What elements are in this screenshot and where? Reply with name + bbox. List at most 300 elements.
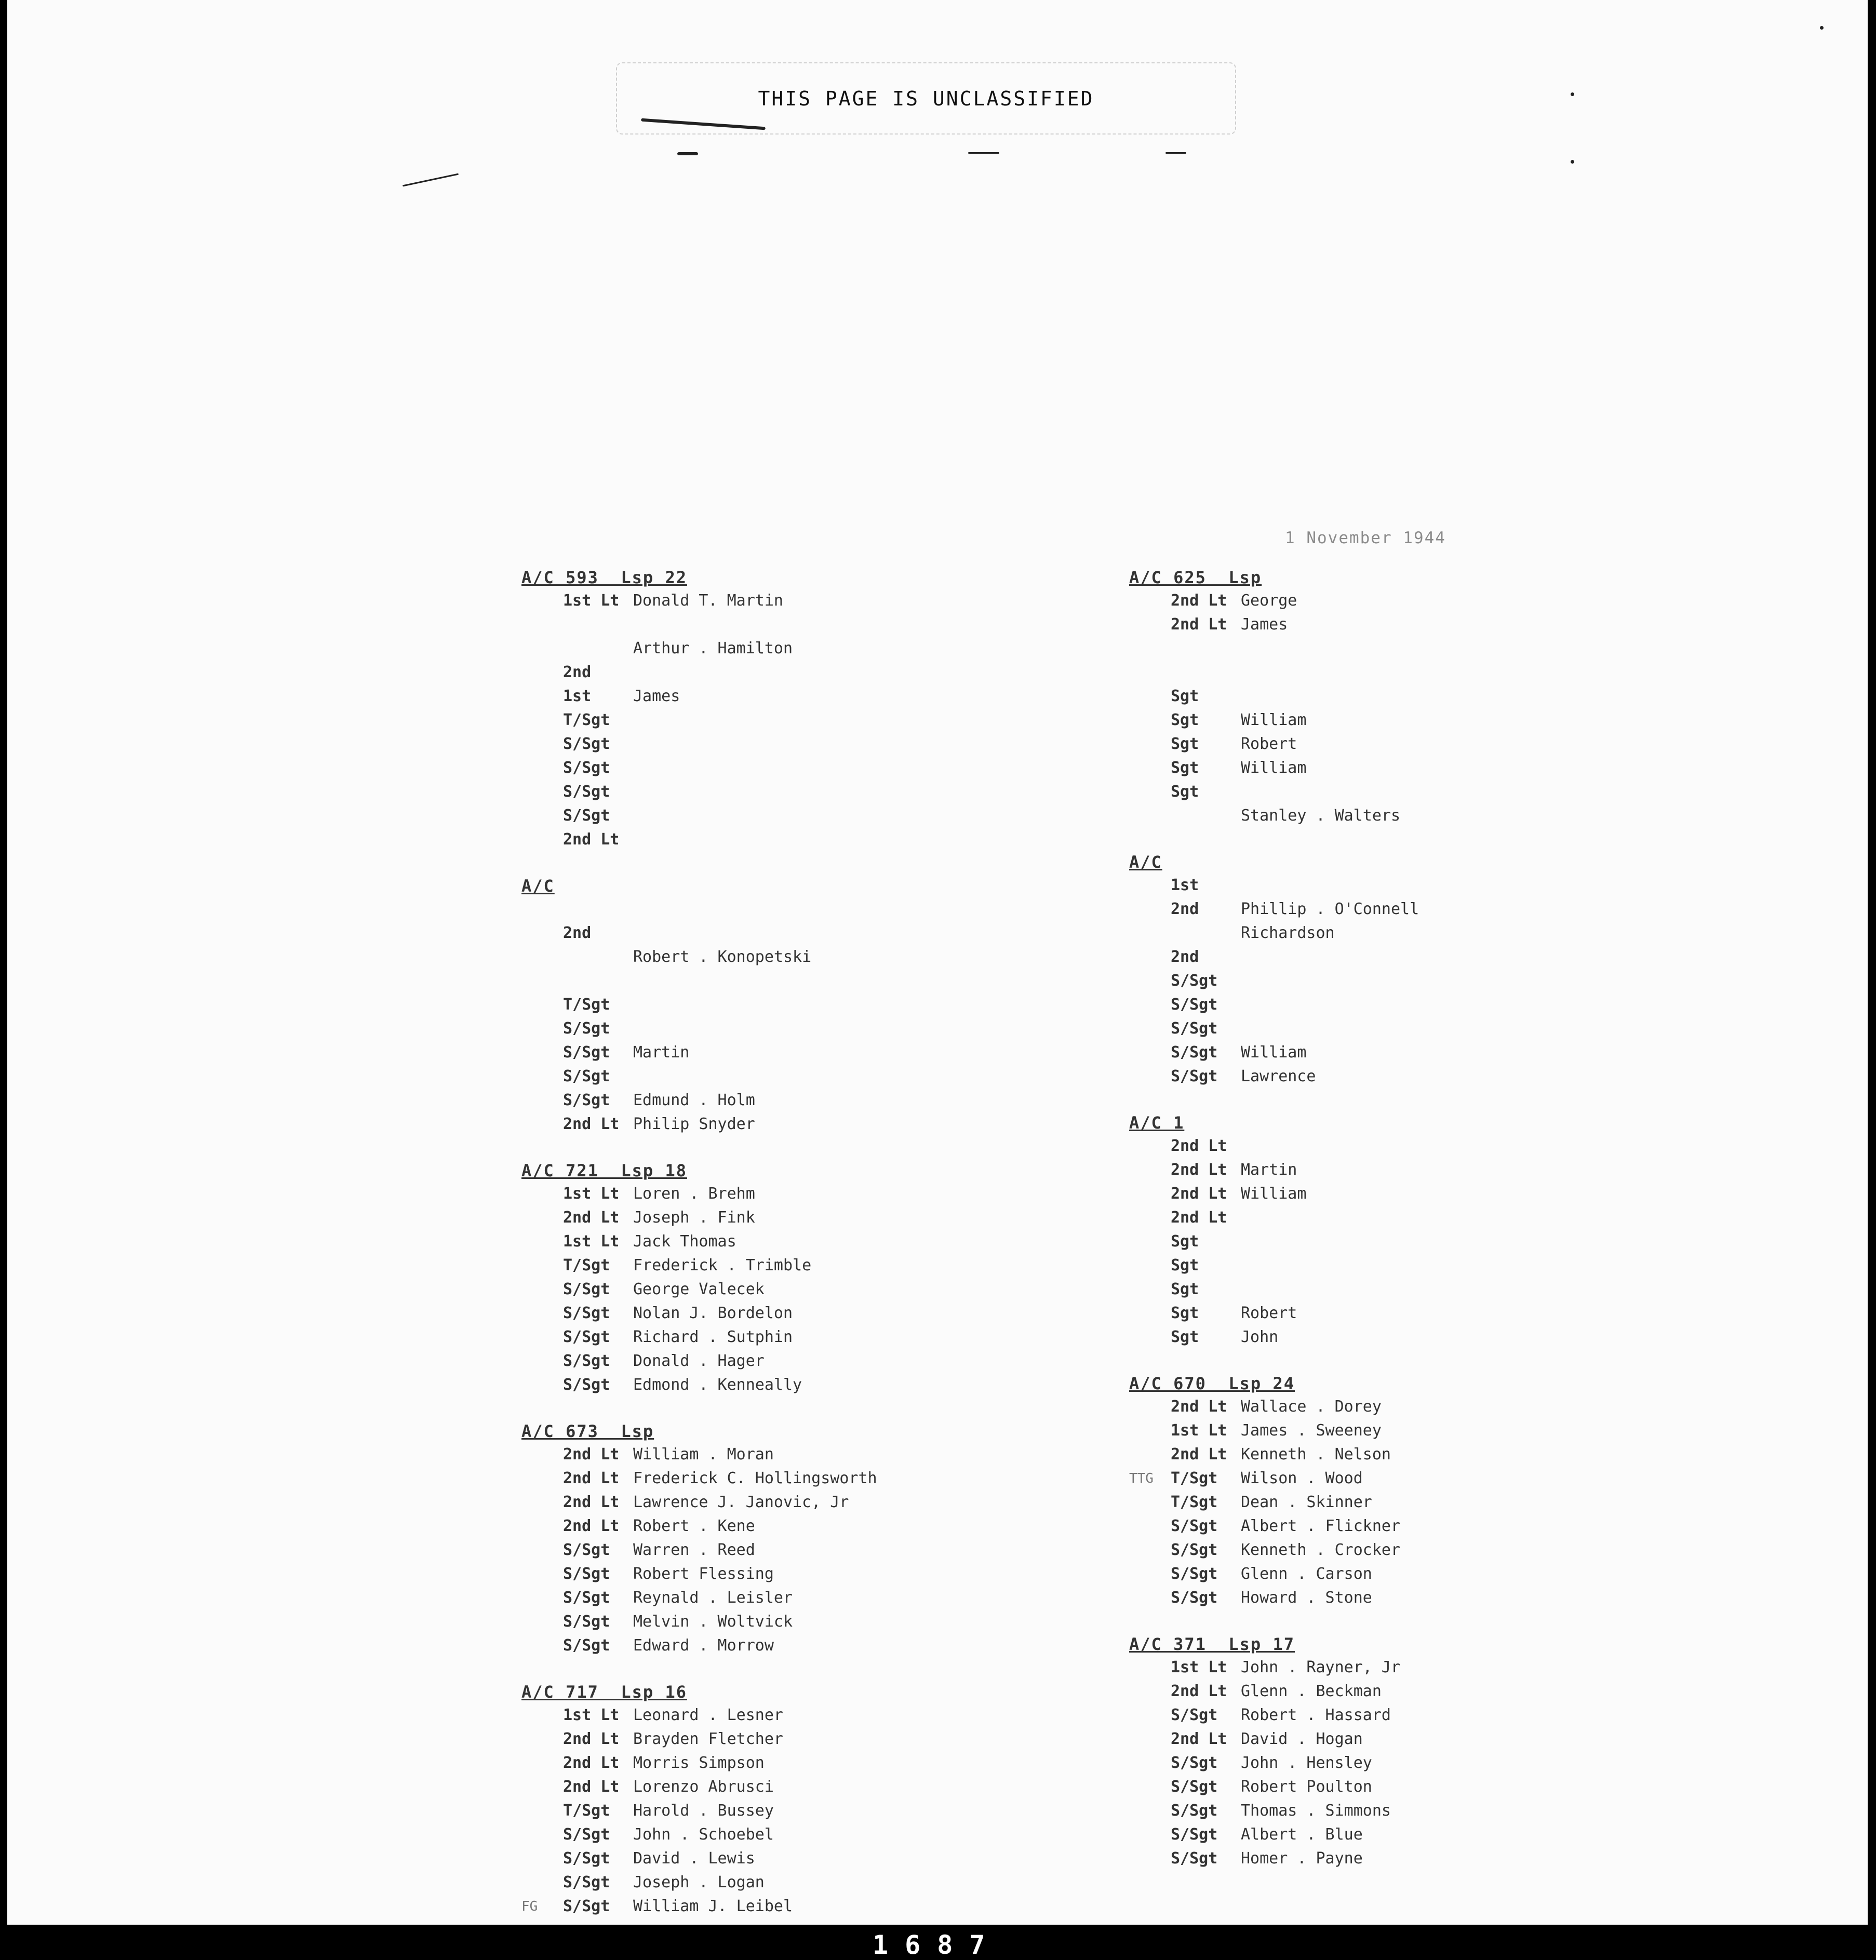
crew-rank: S/Sgt — [563, 1352, 610, 1370]
crew-name: Frederick . Trimble — [633, 1256, 812, 1274]
crew-rank — [563, 613, 633, 637]
crew-row — [521, 1230, 1041, 1254]
crew-rank: T/Sgt — [563, 996, 610, 1014]
crew-row — [1129, 897, 1649, 921]
crew-pos — [1129, 613, 1171, 637]
crew-name — [1241, 780, 1649, 804]
crew-pos — [1129, 1230, 1171, 1254]
crew-pos — [521, 1610, 563, 1634]
crew-rank — [1171, 804, 1241, 828]
crew-row — [521, 1017, 1041, 1041]
crew-name: Lawrence — [1241, 1067, 1316, 1085]
crew-pos — [1129, 1065, 1171, 1089]
aircraft-section — [1129, 1111, 1649, 1349]
crew-pos — [521, 732, 563, 756]
crew-name: Martin — [1241, 1161, 1297, 1179]
crew-name: Phillip . O'Connell — [1241, 900, 1419, 918]
crew-pos — [521, 1041, 563, 1065]
crew-rank: S/Sgt — [563, 735, 610, 753]
crew-row — [521, 637, 1041, 661]
crew-row — [1129, 1230, 1649, 1254]
crew-row — [1129, 1419, 1649, 1443]
crew-row — [1129, 1182, 1649, 1206]
crew-rank: 2nd Lt — [563, 1730, 620, 1748]
crew-pos — [521, 1703, 563, 1727]
crew-pos — [1129, 589, 1171, 613]
crew-pos — [1129, 1703, 1171, 1727]
crew-pos: TTG — [1129, 1471, 1154, 1486]
crew-row — [1129, 1254, 1649, 1278]
crew-row — [521, 1041, 1041, 1065]
crew-rank: S/Sgt — [1171, 1849, 1218, 1868]
crew-row — [521, 1491, 1041, 1514]
crew-row — [521, 1301, 1041, 1325]
crew-name: Albert . Flickner — [1241, 1517, 1401, 1535]
crew-pos — [521, 804, 563, 828]
crew-rank: S/Sgt — [563, 1280, 610, 1298]
crew-rank: Sgt — [1171, 1232, 1199, 1251]
crew-row — [521, 1443, 1041, 1467]
crew-pos — [1129, 1538, 1171, 1562]
crew-rank: 2nd Lt — [563, 1469, 620, 1487]
crew-name: Richard . Sutphin — [633, 1328, 793, 1346]
crew-rank — [563, 945, 633, 969]
crew-rank: 2nd Lt — [563, 1493, 620, 1511]
crew-name: Robert Flessing — [633, 1565, 774, 1583]
crew-pos — [521, 1373, 563, 1397]
crew-name — [1241, 945, 1649, 969]
crew-rank: 2nd Lt — [1171, 1209, 1227, 1227]
crew-name — [1241, 1206, 1649, 1230]
crew-rank: Sgt — [1171, 735, 1199, 753]
crew-pos — [521, 1230, 563, 1254]
crew-rank: S/Sgt — [563, 1613, 610, 1631]
crew-row — [521, 1751, 1041, 1775]
crew-name: Glenn . Beckman — [1241, 1682, 1382, 1700]
crew-rank: S/Sgt — [1171, 1067, 1218, 1085]
crew-name: William — [1241, 1185, 1307, 1203]
crew-name: James . Sweeney — [1241, 1421, 1382, 1440]
crew-row — [521, 1349, 1041, 1373]
crew-name — [633, 993, 1041, 1017]
right-column — [1129, 566, 1649, 1894]
crew-name: William — [1241, 711, 1307, 729]
crew-pos — [1129, 684, 1171, 708]
crew-rank: 2nd Lt — [563, 830, 620, 849]
crew-name: Wallace . Dorey — [1241, 1398, 1382, 1416]
crew-pos — [521, 613, 563, 637]
crew-pos — [521, 637, 563, 661]
crew-rank: 1st Lt — [563, 1706, 620, 1724]
crew-pos — [521, 1065, 563, 1089]
crew-pos — [521, 1799, 563, 1823]
crew-pos — [1129, 1751, 1171, 1775]
crew-rank: 2nd Lt — [563, 1445, 620, 1464]
aircraft-section — [1129, 1372, 1649, 1610]
crew-name: John . Rayner, Jr — [1241, 1658, 1401, 1676]
crew-name: Howard . Stone — [1241, 1589, 1372, 1607]
crew-row — [521, 1562, 1041, 1586]
crew-pos — [521, 1634, 563, 1658]
crew-name: Lorenzo Abrusci — [633, 1778, 774, 1796]
crew-row — [521, 1610, 1041, 1634]
crew-pos — [521, 1871, 563, 1895]
crew-name — [633, 708, 1041, 732]
crew-row — [521, 804, 1041, 828]
crew-rank: S/Sgt — [1171, 1825, 1218, 1844]
crew-row — [521, 589, 1041, 613]
crew-name: Frederick C. Hollingsworth — [633, 1469, 877, 1487]
crew-pos — [521, 1823, 563, 1847]
crew-rank: S/Sgt — [563, 1897, 610, 1915]
crew-rank: Sgt — [1171, 783, 1199, 801]
crew-pos — [1129, 874, 1171, 897]
crew-name: Kenneth . Nelson — [1241, 1445, 1391, 1464]
crew-row — [521, 1823, 1041, 1847]
crew-row — [521, 1467, 1041, 1491]
crew-row — [1129, 589, 1649, 613]
crew-name: Robert Poulton — [1241, 1778, 1372, 1796]
crew-row — [1129, 874, 1649, 897]
crew-pos — [1129, 993, 1171, 1017]
crew-name — [633, 780, 1041, 804]
crew-row — [1129, 1443, 1649, 1467]
crew-rank: 2nd Lt — [1171, 1682, 1227, 1700]
crew-rank: 1st — [563, 687, 592, 705]
ink-smear — [1165, 152, 1186, 154]
crew-pos — [1129, 1514, 1171, 1538]
crew-pos — [521, 1562, 563, 1586]
crew-pos — [521, 1538, 563, 1562]
crew-rank: S/Sgt — [1171, 1589, 1218, 1607]
crew-rank: 2nd Lt — [1171, 1445, 1227, 1464]
crew-pos — [1129, 1775, 1171, 1799]
aircraft-title: A/C — [521, 876, 555, 896]
crew-rank: 2nd — [563, 663, 592, 681]
crew-rank: S/Sgt — [563, 1636, 610, 1655]
crew-rank: S/Sgt — [563, 1376, 610, 1394]
crew-pos — [521, 1514, 563, 1538]
aircraft-section — [1129, 566, 1649, 828]
crew-rank: S/Sgt — [1171, 1778, 1218, 1796]
crew-row — [1129, 1703, 1649, 1727]
crew-rank: 2nd Lt — [1171, 1730, 1227, 1748]
crew-rank: S/Sgt — [1171, 1541, 1218, 1559]
crew-pos — [521, 945, 563, 969]
crew-name: Edmond . Kenneally — [633, 1376, 802, 1394]
crew-rank: Sgt — [1171, 1304, 1199, 1322]
crew-name — [633, 732, 1041, 756]
crew-rank: 1st Lt — [563, 1185, 620, 1203]
aircraft-section — [521, 1681, 1041, 1918]
crew-row — [521, 993, 1041, 1017]
crew-name: John . Schoebel — [633, 1825, 774, 1844]
crew-name: Donald . Hager — [633, 1352, 765, 1370]
crew-name: James — [633, 687, 680, 705]
crew-pos — [521, 1467, 563, 1491]
crew-row — [1129, 1041, 1649, 1065]
crew-rank: S/Sgt — [1171, 1706, 1218, 1724]
crew-rank: S/Sgt — [1171, 1019, 1218, 1038]
crew-rank: 2nd — [1171, 948, 1199, 966]
crew-pos — [1129, 1134, 1171, 1158]
crew-pos — [1129, 1158, 1171, 1182]
crew-rank: S/Sgt — [563, 783, 610, 801]
left-column — [521, 566, 1041, 1941]
crew-row — [1129, 1065, 1649, 1089]
crew-name: Melvin . Woltvick — [633, 1613, 793, 1631]
crew-name — [633, 661, 1041, 684]
crew-rank: 2nd Lt — [1171, 1137, 1227, 1155]
aircraft-section — [521, 875, 1041, 1136]
crew-row — [1129, 804, 1649, 828]
crew-name — [1241, 1254, 1649, 1278]
crew-rank: 2nd Lt — [1171, 592, 1227, 610]
crew-name: Kenneth . Crocker — [1241, 1541, 1401, 1559]
crew-row — [1129, 1158, 1649, 1182]
crew-row — [1129, 1491, 1649, 1514]
crew-rank: 2nd Lt — [563, 1517, 620, 1535]
crew-name — [1241, 684, 1649, 708]
crew-row — [1129, 945, 1649, 969]
crew-row — [1129, 1206, 1649, 1230]
crew-row — [1129, 993, 1649, 1017]
crew-pos — [521, 1491, 563, 1514]
crew-row — [521, 1373, 1041, 1397]
crew-name — [1241, 661, 1649, 684]
crew-rank: 1st — [1171, 876, 1199, 894]
crew-pos — [1129, 780, 1171, 804]
crew-pos — [521, 1254, 563, 1278]
crew-pos — [521, 708, 563, 732]
crew-name: Philip Snyder — [633, 1115, 755, 1133]
crew-pos — [1129, 661, 1171, 684]
crew-row — [1129, 1278, 1649, 1301]
crew-name: George — [1241, 592, 1297, 610]
aircraft-title: A/C 673 Lsp — [521, 1421, 654, 1441]
crew-row — [521, 1538, 1041, 1562]
speck — [1571, 160, 1574, 164]
crew-row — [1129, 1538, 1649, 1562]
crew-row — [1129, 1467, 1649, 1491]
crew-row — [1129, 1823, 1649, 1847]
crew-name: James — [1241, 615, 1288, 634]
crew-pos — [1129, 756, 1171, 780]
crew-row — [1129, 1514, 1649, 1538]
crew-pos — [1129, 897, 1171, 921]
crew-pos — [521, 1847, 563, 1871]
crew-rank: S/Sgt — [1171, 972, 1218, 990]
crew-pos — [1129, 1727, 1171, 1751]
crew-row — [521, 1182, 1041, 1206]
classification-text: THIS PAGE IS UNCLASSIFIED — [758, 87, 1094, 110]
crew-rank: 2nd Lt — [1171, 1185, 1227, 1203]
crew-rank: 2nd Lt — [563, 1115, 620, 1133]
aircraft-title: A/C 1 — [1129, 1113, 1185, 1133]
crew-rank: 2nd Lt — [563, 1778, 620, 1796]
crew-pos — [521, 1017, 563, 1041]
crew-name: Richardson — [1241, 924, 1335, 942]
crew-pos — [1129, 1586, 1171, 1610]
crew-pos — [521, 1182, 563, 1206]
crew-pos — [1129, 1443, 1171, 1467]
crew-row — [1129, 1395, 1649, 1419]
crew-rank: Sgt — [1171, 687, 1199, 705]
crew-name: Leonard . Lesner — [633, 1706, 783, 1724]
crew-row — [521, 921, 1041, 945]
crew-row — [1129, 1586, 1649, 1610]
crew-row — [521, 1254, 1041, 1278]
crew-rank: S/Sgt — [563, 1849, 610, 1868]
crew-row — [521, 732, 1041, 756]
crew-row — [521, 613, 1041, 637]
crew-row — [521, 969, 1041, 993]
crew-rank: Sgt — [1171, 1280, 1199, 1298]
crew-rank: T/Sgt — [563, 1256, 610, 1274]
crew-name: David . Hogan — [1241, 1730, 1363, 1748]
crew-rank: S/Sgt — [563, 1043, 610, 1062]
crew-pos — [521, 1586, 563, 1610]
crew-pos — [521, 1349, 563, 1373]
crew-name — [633, 756, 1041, 780]
crew-name: Morris Simpson — [633, 1754, 765, 1772]
crew-row — [1129, 732, 1649, 756]
crew-row — [1129, 684, 1649, 708]
crew-row — [521, 1799, 1041, 1823]
crew-name: Robert — [1241, 1304, 1297, 1322]
crew-pos — [1129, 1680, 1171, 1703]
aircraft-section — [521, 1420, 1041, 1658]
crew-rank: S/Sgt — [1171, 1043, 1218, 1062]
aircraft-title: A/C 371 Lsp 17 — [1129, 1634, 1295, 1654]
crew-pos — [521, 921, 563, 945]
crew-row — [1129, 613, 1649, 637]
ink-smear — [968, 152, 999, 154]
crew-name: Albert . Blue — [1241, 1825, 1363, 1844]
crew-rank: S/Sgt — [563, 1589, 610, 1607]
crew-row — [1129, 1656, 1649, 1680]
crew-rank: 2nd — [563, 924, 592, 942]
crew-row — [1129, 1727, 1649, 1751]
crew-rank: S/Sgt — [1171, 1754, 1218, 1772]
crew-name — [633, 613, 1041, 637]
crew-name: Robert . Kene — [633, 1517, 755, 1535]
crew-name: Robert — [1241, 735, 1297, 753]
crew-name: Reynald . Leisler — [633, 1589, 793, 1607]
crew-rank: S/Sgt — [563, 807, 610, 825]
crew-row — [521, 1727, 1041, 1751]
crew-name: William J. Leibel — [633, 1897, 793, 1915]
crew-name: Thomas . Simmons — [1241, 1802, 1391, 1820]
crew-name: Joseph . Logan — [633, 1873, 765, 1891]
crew-name: Edward . Morrow — [633, 1636, 774, 1655]
crew-name: Harold . Bussey — [633, 1802, 774, 1820]
crew-rank: 1st Lt — [563, 1232, 620, 1251]
crew-rank: S/Sgt — [563, 1304, 610, 1322]
crew-name — [633, 921, 1041, 945]
crew-row — [1129, 1847, 1649, 1871]
crew-name: Stanley . Walters — [1241, 807, 1401, 825]
crew-rank — [563, 969, 633, 993]
crew-pos — [521, 661, 563, 684]
crew-rank: 1st Lt — [563, 592, 620, 610]
crew-row — [521, 1514, 1041, 1538]
crew-name — [1241, 1017, 1649, 1041]
crew-name — [1241, 1134, 1649, 1158]
crew-name: Nolan J. Bordelon — [633, 1304, 793, 1322]
crew-pos — [1129, 945, 1171, 969]
crew-pos — [1129, 1182, 1171, 1206]
crew-row — [1129, 637, 1649, 661]
crew-row — [521, 1703, 1041, 1727]
footer-page-number: 1687 — [873, 1930, 1002, 1960]
crew-name: Robert . Hassard — [1241, 1706, 1391, 1724]
crew-rank: S/Sgt — [563, 1873, 610, 1891]
crew-row — [521, 828, 1041, 852]
crew-pos — [1129, 1325, 1171, 1349]
crew-rank: T/Sgt — [563, 1802, 610, 1820]
crew-name: Dean . Skinner — [1241, 1493, 1372, 1511]
aircraft-title: A/C 625 Lsp — [1129, 568, 1262, 587]
crew-pos — [1129, 637, 1171, 661]
crew-row — [1129, 1799, 1649, 1823]
crew-pos: FG — [521, 1899, 538, 1914]
crew-pos — [1129, 969, 1171, 993]
crew-name: George Valecek — [633, 1280, 765, 1298]
crew-row — [1129, 921, 1649, 945]
crew-name: William — [1241, 1043, 1307, 1062]
crew-row — [521, 897, 1041, 921]
crew-name: Donald T. Martin — [633, 592, 783, 610]
crew-rank — [1171, 661, 1241, 684]
crew-row — [521, 708, 1041, 732]
document-page — [7, 0, 1868, 1925]
crew-name: Warren . Reed — [633, 1541, 755, 1559]
crew-pos — [1129, 1254, 1171, 1278]
aircraft-title: A/C 593 Lsp 22 — [521, 568, 687, 587]
crew-pos — [1129, 1301, 1171, 1325]
crew-name: Arthur . Hamilton — [633, 639, 793, 657]
crew-row — [521, 1586, 1041, 1610]
crew-rank: S/Sgt — [1171, 1517, 1218, 1535]
ink-smear — [677, 152, 698, 155]
crew-row — [521, 1065, 1041, 1089]
crew-rank: Sgt — [1171, 759, 1199, 777]
crew-row — [521, 945, 1041, 969]
aircraft-section — [1129, 851, 1649, 1089]
crew-pos — [521, 1443, 563, 1467]
crew-rank: T/Sgt — [1171, 1469, 1218, 1487]
crew-pos — [521, 897, 563, 921]
crew-name: Robert . Konopetski — [633, 948, 812, 966]
crew-row — [521, 684, 1041, 708]
crew-row — [521, 1847, 1041, 1871]
crew-row — [1129, 661, 1649, 684]
crew-pos — [1129, 732, 1171, 756]
crew-row — [1129, 969, 1649, 993]
crew-pos — [521, 828, 563, 852]
crew-pos — [1129, 921, 1171, 945]
crew-row — [521, 1325, 1041, 1349]
crew-name — [633, 1065, 1041, 1089]
crew-pos — [521, 589, 563, 613]
crew-name: Jack Thomas — [633, 1232, 736, 1251]
crew-name — [1241, 874, 1649, 897]
aircraft-title: A/C 670 Lsp 24 — [1129, 1374, 1295, 1393]
crew-rank: S/Sgt — [563, 759, 610, 777]
crew-name — [633, 897, 1041, 921]
crew-name: Edmund . Holm — [633, 1091, 755, 1109]
